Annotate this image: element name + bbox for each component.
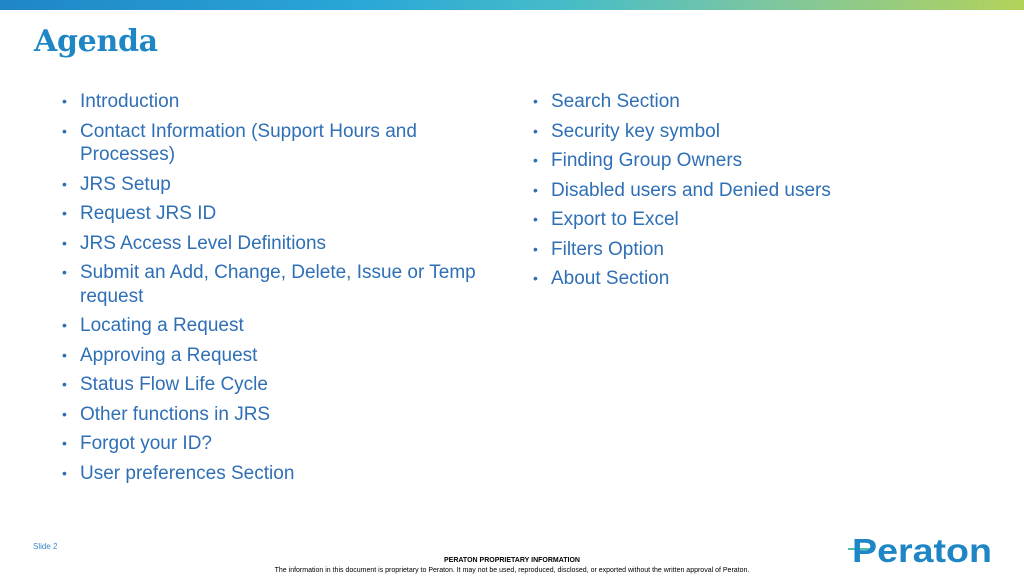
agenda-item-label: Locating a Request <box>80 315 244 336</box>
agenda-item <box>62 90 482 114</box>
bullet-icon: • <box>62 376 67 392</box>
agenda-item <box>62 173 482 197</box>
bullet-icon: • <box>62 264 67 280</box>
bullet-icon: • <box>62 464 67 481</box>
agenda-item-label: Disabled users and Denied users <box>551 179 831 201</box>
bullet-icon: • <box>62 346 67 363</box>
agenda-item <box>62 232 482 256</box>
agenda-item <box>62 432 482 456</box>
agenda-item-label: Approving a Request <box>80 344 258 366</box>
bullet-icon: • <box>62 435 67 451</box>
agenda-item <box>62 462 482 486</box>
agenda-item-label: Search Section <box>551 91 680 112</box>
agenda-item <box>62 120 482 167</box>
agenda-item <box>62 261 482 308</box>
agenda-item <box>533 208 873 232</box>
bullet-icon: • <box>62 122 67 139</box>
agenda-item-label: Request JRS ID <box>80 203 217 224</box>
agenda-item-label: About Section <box>551 268 670 289</box>
agenda-item-label: Status Flow Life Cycle <box>80 374 268 395</box>
agenda-item <box>533 149 873 173</box>
bullet-icon: • <box>62 205 67 221</box>
top-gradient-bar <box>0 0 1024 10</box>
agenda-item <box>533 90 873 114</box>
agenda-item <box>62 314 482 338</box>
agenda-item <box>533 238 873 262</box>
bullet-icon: • <box>533 240 538 257</box>
agenda-item <box>533 120 873 144</box>
agenda-item-label: Export to Excel <box>551 209 679 230</box>
bullet-icon: • <box>533 152 538 168</box>
agenda-item <box>533 267 873 291</box>
logo-text: Peraton <box>852 532 992 568</box>
footer-title: PERATON PROPRIETARY INFORMATION <box>444 557 580 564</box>
agenda-item-label: Introduction <box>80 91 180 112</box>
agenda-item-label: Forgot your ID? <box>80 433 212 454</box>
agenda-item-label: JRS Access Level Definitions <box>80 232 327 254</box>
agenda-item-label: JRS Setup <box>80 173 171 195</box>
agenda-item-label: Security key symbol <box>551 120 720 142</box>
bullet-icon: • <box>533 93 538 109</box>
agenda-item <box>62 373 482 397</box>
slide-number: Slide 2 <box>33 542 58 551</box>
bullet-icon: • <box>533 270 538 286</box>
agenda-item <box>62 403 482 427</box>
agenda-item-label: Filters Option <box>551 238 664 260</box>
agenda-item <box>62 344 482 368</box>
bullet-icon: • <box>62 405 67 422</box>
agenda-item-label: Submit an Add, Change, Delete, Issue or Temp request <box>80 262 476 307</box>
bullet-icon: • <box>533 122 538 139</box>
peraton-logo <box>848 532 994 568</box>
agenda-item-label: User preferences Section <box>80 462 295 484</box>
bullet-icon: • <box>533 181 538 198</box>
footer-disclaimer: The information in this document is proprietary to Peraton. It may not be used, reproduced, disclosed, or exported without the written approval of Peraton. <box>274 567 750 574</box>
agenda-item <box>533 179 873 203</box>
agenda-item <box>62 202 482 226</box>
agenda-item-label: Other functions in JRS <box>80 403 271 425</box>
bullet-icon: • <box>533 211 538 227</box>
agenda-item-label: Finding Group Owners <box>551 150 743 171</box>
agenda-item-label: Contact Information (Support Hours and Processes) <box>80 120 417 165</box>
agenda-list-left <box>62 90 482 491</box>
bullet-icon: • <box>62 317 67 333</box>
page-title: Agenda <box>34 24 158 59</box>
bullet-icon: • <box>62 175 67 192</box>
agenda-list-right <box>533 90 873 297</box>
bullet-icon: • <box>62 93 67 109</box>
bullet-icon: • <box>62 234 67 251</box>
